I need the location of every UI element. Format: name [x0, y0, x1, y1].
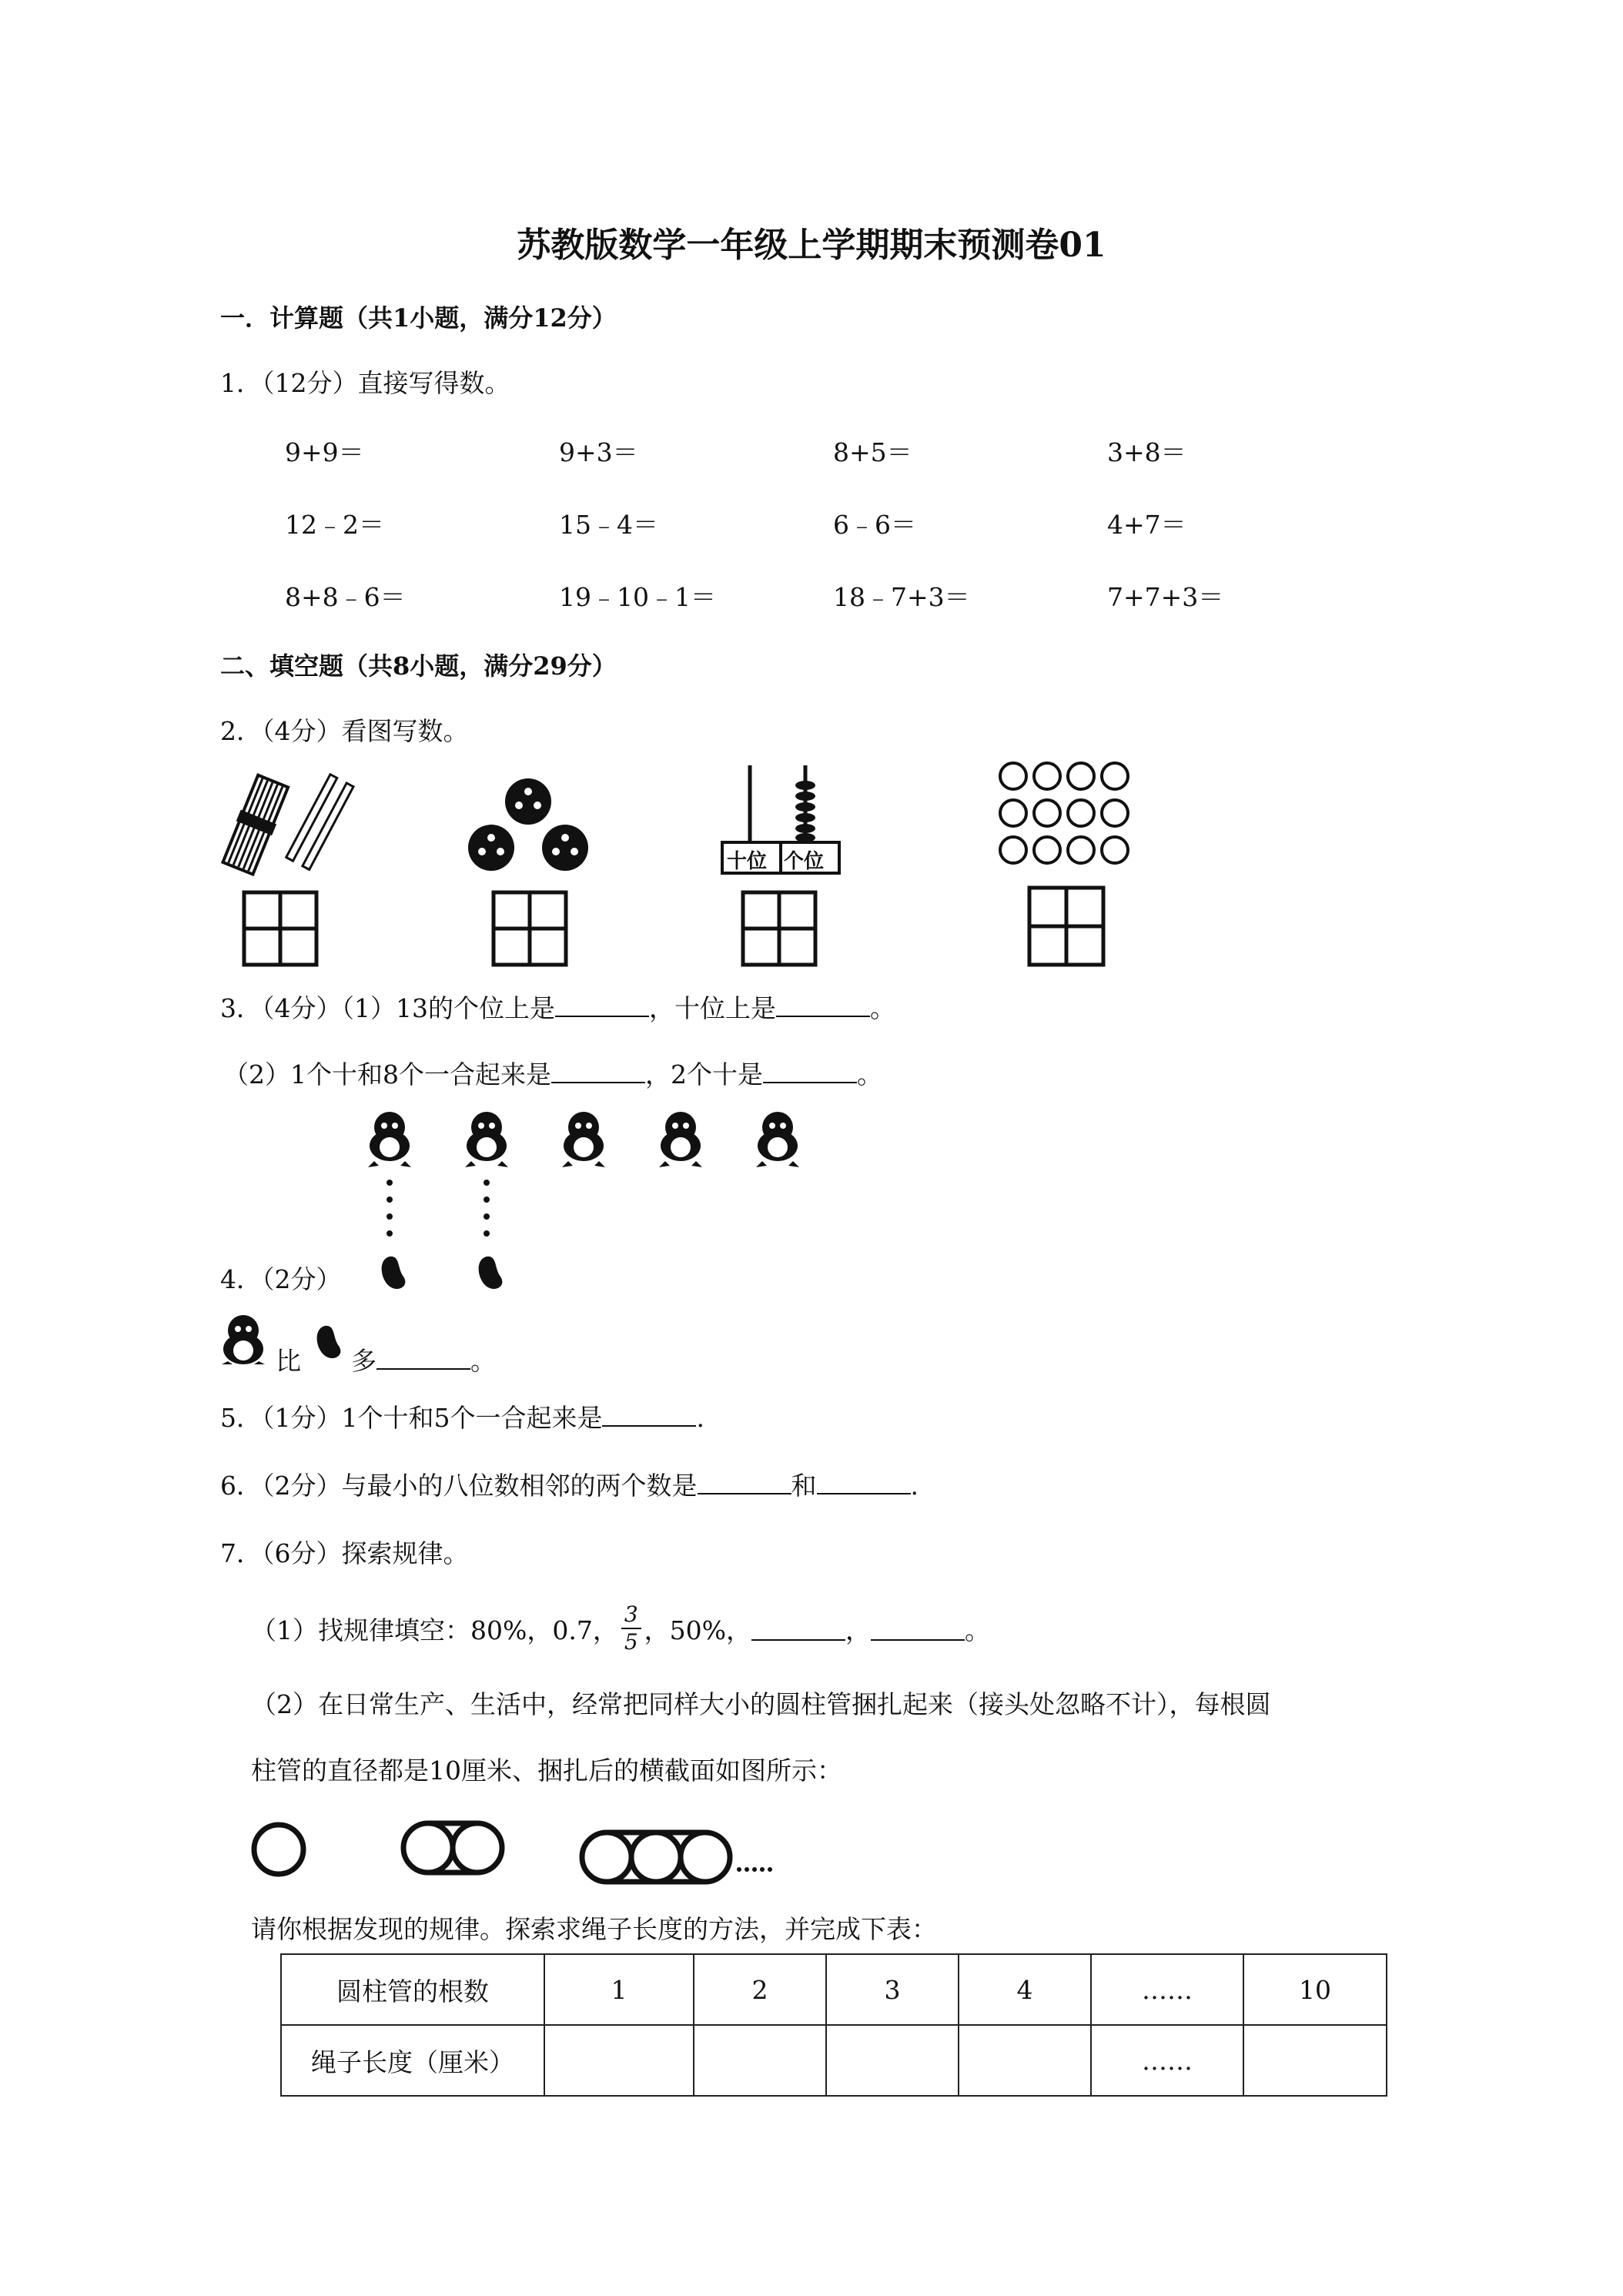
answer-box [491, 890, 568, 967]
calc-item: 4+7＝ [1107, 510, 1186, 540]
calc-item: 18﹣7+3＝ [833, 582, 970, 612]
calc-item: 9+9＝ [285, 437, 364, 467]
question-6-mid: 和 [791, 1471, 817, 1501]
table-cell-input[interactable] [694, 2025, 826, 2096]
section-heading-calculation: 一．计算题（共1小题，满分12分） [220, 303, 617, 333]
twelve-circles-icon [995, 759, 1136, 870]
question-2-label: 2．（4分）看图写数。 [220, 716, 469, 746]
answer-blank[interactable] [871, 1616, 965, 1641]
answer-box [242, 890, 319, 967]
calc-item: 12﹣2＝ [285, 510, 384, 540]
answer-blank[interactable] [776, 992, 870, 1017]
table-cell-input[interactable] [826, 2025, 959, 2096]
answer-blank[interactable] [698, 1470, 791, 1494]
abacus-ones-label: 个位 [784, 850, 825, 873]
question-3-text-a: 3．（4分）（1）13的个位上是 [220, 993, 555, 1023]
fraction [621, 1604, 641, 1653]
calc-item: 15﹣4＝ [559, 510, 658, 540]
question-5-text: 5．（1分）1个十和5个一合起来是 [220, 1403, 603, 1433]
question-3-line-2 [223, 1055, 882, 1091]
table-cell-input[interactable] [544, 2025, 694, 2096]
question-3-text-b: ，十位上是 [648, 993, 776, 1023]
calc-item: 19﹣10﹣1＝ [559, 582, 716, 612]
calc-item: 3+8＝ [1107, 437, 1186, 467]
table-cell: 1 [544, 1954, 694, 2025]
table-cell: …… [1091, 1954, 1243, 2025]
calc-item: 7+7+3＝ [1107, 582, 1224, 612]
table-cell: …… [1091, 2025, 1243, 2096]
rope-length-table [280, 1953, 1387, 2097]
penguin-icon [220, 1314, 266, 1364]
answer-blank[interactable] [555, 992, 649, 1017]
question-6-end: . [910, 1471, 919, 1501]
page-title: 苏教版数学一年级上学期期末预测卷01 [517, 226, 1106, 265]
table-cell-input[interactable] [1243, 2025, 1387, 2096]
question-5 [220, 1398, 704, 1434]
question-6 [220, 1466, 919, 1502]
question-7-part-1-after: ，50%， [644, 1615, 752, 1645]
question-3-text-e: ，2个十是 [645, 1059, 763, 1089]
question-3-text-f: 。 [857, 1059, 882, 1089]
calc-item: 6﹣6＝ [833, 510, 916, 540]
bundle-of-sticks-icon [217, 776, 356, 876]
table-row [281, 1954, 1387, 2025]
answer-blank[interactable] [763, 1059, 857, 1083]
answer-blank[interactable] [751, 1616, 845, 1641]
three-balls-icon [467, 775, 590, 875]
answer-blank[interactable] [602, 1402, 696, 1427]
table-header-cell: 绳子长度（厘米） [281, 2025, 544, 2096]
calc-item: 9+3＝ [559, 437, 638, 467]
penguins-and-beans-picture [354, 1112, 816, 1297]
question-4-end: 。 [470, 1346, 496, 1376]
table-cell: 4 [959, 1954, 1091, 2025]
question-7-sep: ， [845, 1615, 872, 1645]
bean-icon [310, 1321, 345, 1363]
question-1-label: 1．（12分）直接写得数。 [220, 368, 510, 398]
fraction-numerator: 3 [621, 1604, 641, 1629]
question-7-part-1-end: 。 [965, 1615, 991, 1645]
answer-blank[interactable] [817, 1470, 911, 1494]
section-heading-fill-in: 二、填空题（共8小题，满分29分） [220, 651, 617, 681]
table-cell: 10 [1243, 1954, 1387, 2025]
answer-box [1027, 885, 1106, 967]
question-4-label: 4．（2分） [220, 1264, 342, 1294]
table-instruction: 请你根据发现的规律。探索求绳子长度的方法，并完成下表： [251, 1914, 937, 1944]
question-7-label: 7．（6分）探索规律。 [220, 1538, 469, 1568]
compare-word: 比 [276, 1346, 301, 1376]
question-3-text-c: 。 [869, 993, 895, 1023]
question-3-text-d: （2）1个十和8个一合起来是 [223, 1059, 551, 1089]
question-5-end: . [696, 1403, 704, 1433]
question-3-line-1 [220, 989, 895, 1025]
calc-item: 8+5＝ [833, 437, 912, 467]
question-7-part-2-line-2: 柱管的直径都是10厘米、捆扎后的横截面如图所示： [251, 1755, 842, 1786]
more-word: 多 [351, 1346, 376, 1376]
question-4-answer-line [351, 1341, 496, 1377]
bundled-pipes-diagram [246, 1811, 785, 1896]
question-7-part-2-line-1: （2）在日常生产、生活中，经常把同样大小的圆柱管捆扎起来（接头处忽略不计），每根圆 [251, 1689, 1271, 1719]
question-7-part-1 [251, 1594, 990, 1663]
table-cell: 3 [826, 1954, 959, 2025]
fraction-denominator: 5 [624, 1629, 638, 1655]
question-6-text: 6．（2分）与最小的八位数相邻的两个数是 [220, 1471, 698, 1501]
answer-blank[interactable] [551, 1059, 645, 1083]
table-header-cell: 圆柱管的根数 [281, 1954, 544, 2025]
answer-box [741, 890, 818, 967]
table-row [281, 2025, 1387, 2096]
answer-blank[interactable] [376, 1345, 470, 1370]
table-cell-input[interactable] [959, 2025, 1091, 2096]
calc-item: 8+8﹣6＝ [285, 582, 406, 612]
abacus-tens-label: 十位 [727, 850, 768, 873]
question-7-part-1-text: （1）找规律填空：80%，0.7， [251, 1615, 618, 1645]
table-cell: 2 [694, 1954, 826, 2025]
